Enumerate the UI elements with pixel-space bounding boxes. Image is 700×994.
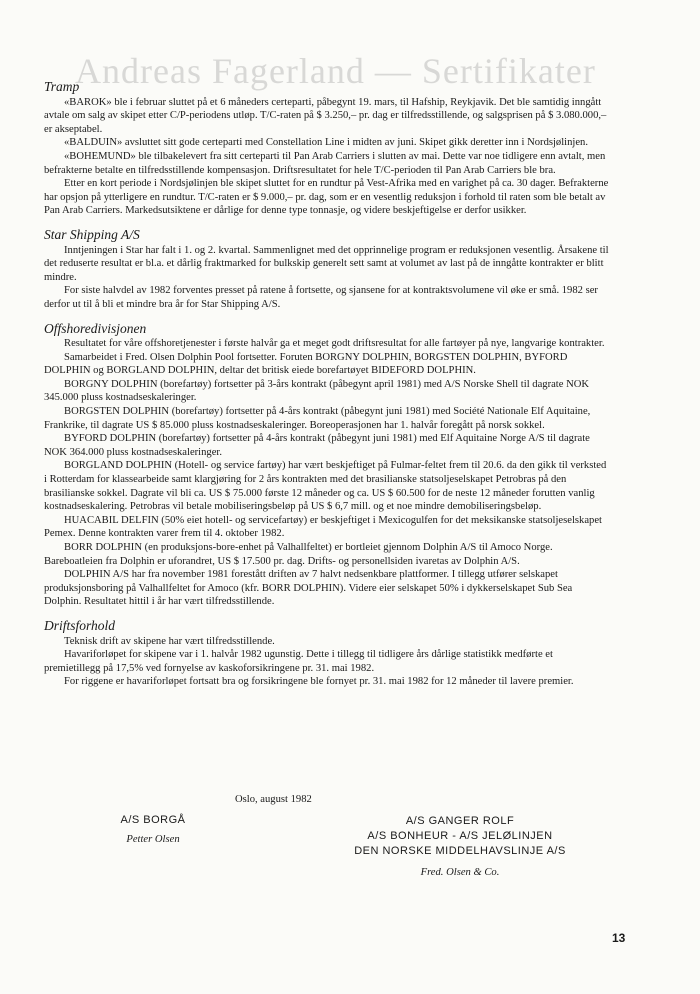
section-heading: Tramp xyxy=(44,79,80,94)
bleed-through-text: Andreas Fagerland — Sertifikater xyxy=(75,51,596,91)
place-date: Oslo, august 1982 xyxy=(235,794,312,805)
paragraph: Teknisk drift av skipene har vært tilfredsstillende. xyxy=(64,635,275,647)
company-bonheur-jelolinjen: A/S BONHEUR - A/S JELØLINJEN xyxy=(367,830,553,842)
paragraph: Etter en kort periode i Nordsjølinjen ble skipet sluttet for en rundtur på Vest-Afrika med en varighet på ca. 30 dager. Befrakterne har opsjon på ytterligere en rundtur. T/C-raten er $ 9.000,– pr. dag, som er en vesentlig reduksjon i forhold til raten som ble betalt av Pan Arab Carriers. Markedsutsiktene er dårlige for denne type tonnasje, og videre beskjeftigelse er derfor usikker. xyxy=(44,178,609,217)
paragraph: DOLPHIN A/S har fra november 1981 forestått driften av 7 halvt nedsenkbare plattformer. I tillegg utfører selskapet produksjonsboring på Valhallfeltet for Amoco (kfr. BORR DOLPHIN). Videre eier selskapet 50% i dykkerselskapet Sub Sea Dolphin. Resultatet hittil i år har vært tilfredsstillende. xyxy=(44,569,573,608)
paragraph: For riggene er havariforløpet fortsatt bra og forsikringene ble fornyet pr. 31. mai 1982 for 12 måneder til lavere premier. xyxy=(64,676,574,688)
section-heading: Driftsforhold xyxy=(44,617,116,633)
page-number: 13 xyxy=(612,931,626,945)
paragraph: «BALDUIN» avsluttet sitt gode certeparti med Constellation Line i midten av juni. Skipet gikk deretter inn i Nordsjølinjen. xyxy=(64,137,588,149)
signatory-petter-olsen: Petter Olsen xyxy=(126,834,180,845)
section-heading: Star Shipping A/S xyxy=(44,226,140,242)
paragraph: Resultatet for våre offshoretjenester i første halvår ga et meget godt driftsresultat for alle fartøyer på nye, langvarige kontrakter. xyxy=(64,338,605,350)
paragraph: BORGNY DOLPHIN (borefartøy) fortsetter på 3-års kontrakt (påbegynt april 1981) med A/S Norske Shell til dagrate NOK 345.000 pluss kostnadseskaleringer. xyxy=(44,378,590,404)
paragraph: BORR DOLPHIN (en produksjons-bore-enhet på Valhallfeltet) er bortleiet gjennom Dolphin A/S til Amoco Norge. Bareboatleien fra Dolphin er uforandret, US $ 17.500 pr. dag. Drifts- og personellsiden ivaretas av Dolphin A/S. xyxy=(44,542,553,567)
paragraph: BYFORD DOLPHIN (borefartøy) fortsetter på 4-års kontrakt (påbegynt juni 1981) med Elf Aquitaine Norge A/S til dagrate NOK 364.000 pluss kostnadseskaleringer. xyxy=(44,433,590,458)
paragraph: For siste halvdel av 1982 forventes presset på ratene å fortsette, og sjansene for at kontraktsvolumene vil øke er små. 1982 ser derfor ut til å bli et mindre bra år for Star Shipping A/S. xyxy=(44,285,598,310)
paragraph: Samarbeidet i Fred. Olsen Dolphin Pool fortsetter. Foruten BORGNY DOLPHIN, BORGSTEN DOLPHIN, BYFORD DOLPHIN og BORGLAND DOLPHIN, deltar det britisk eiede borefartøyet BIDEFORD DOLPHIN. xyxy=(44,351,568,377)
section-heading: Offshoredivisjonen xyxy=(44,320,147,336)
company-ganger-rolf: A/S GANGER ROLF xyxy=(405,815,515,827)
signature-right xyxy=(330,814,590,878)
paragraph: Inntjeningen i Star har falt i 1. og 2. kvartal. Sammenlignet med det opprinnelige program er reduksjonen vesentlig. Årsakene til det reduserte resultat er bl.a. et dårlig fraktmarked for bulkskip generelt sett samt at volumet av last på de inngåtte kontrakter er blitt mindre. xyxy=(44,244,609,283)
signature-left xyxy=(103,814,203,845)
company-middelhavslinje: DEN NORSKE MIDDELHAVSLINJE A/S xyxy=(354,845,566,857)
paragraph: «BAROK» ble i februar sluttet på et 6 måneders certeparti, påbegynt 19. mars, til Hafship, Reykjavik. Det ble samtidig inngått avtale om salg av skipet etter C/P-periodens utløp. T/C-raten på $ 3.250,– pr. dag er tilfredsstillende, og salgsprisen på $ 3.080.000,– er akseptabel. xyxy=(44,96,607,135)
paragraph: Havariforløpet for skipene var i 1. halvår 1982 ugunstig. Dette i tillegg til tidligere års dårlige statistikk medførte et premietillegg på 17,5% ved fornyelse av kaskoforsikringene pr. 31. mai 1982. xyxy=(44,649,553,674)
paragraph: «BOHEMUND» ble tilbakelevert fra sitt certeparti til Pan Arab Carriers i slutten av mai. Dette var noe tidligere enn avtalt, men befrakterne betalte en tilfredsstillende kompensasjon. Driftsresultatet for hele T/C-perioden til Pan Arab Carriers ble bra. xyxy=(44,150,606,176)
signatory-fred-olsen: Fred. Olsen & Co. xyxy=(420,867,500,878)
company-borga: A/S BORGÅ xyxy=(120,814,186,826)
paragraph: BORGSTEN DOLPHIN (borefartøy) fortsetter på 4-års kontrakt (påbegynt juni 1981) med Société Nationale Elf Aquitaine, Frankrike, til dagrate US $ 85.000 pluss kostnadseskaleringer. Boreoperasjonen har 1. halvår foregått på norsk sokkel. xyxy=(44,406,591,431)
paragraph: HUACABIL DELFIN (50% eiet hotell- og servicefartøy) er beskjeftiget i Mexicogulfen for det meksikanske statsoljeselskapet Pemex. Denne kontrakten varer frem til 4. oktober 1982. xyxy=(44,514,602,540)
paragraph: BORGLAND DOLPHIN (Hotell- og service fartøy) har vært beskjeftiget på Fulmar-feltet frem til 20.6. da den gikk til verksted i Rotterdam for klassearbeide samt klargjøring for 2 års kontrakten med det brasilianske statsoljeselskapet Petrobras på den brasilianske sokkel. Dagrate vil bli ca. US $ 75.000 første 12 måneder og ca. US $ 60.500 for de neste 12 måneder forutten vanlig kostnadseskalering. Petrobras vil betale mobiliseringsbeløp på US $ 6,7 mill. og et noe mindre demobiliseringsbeløp. xyxy=(44,460,607,513)
